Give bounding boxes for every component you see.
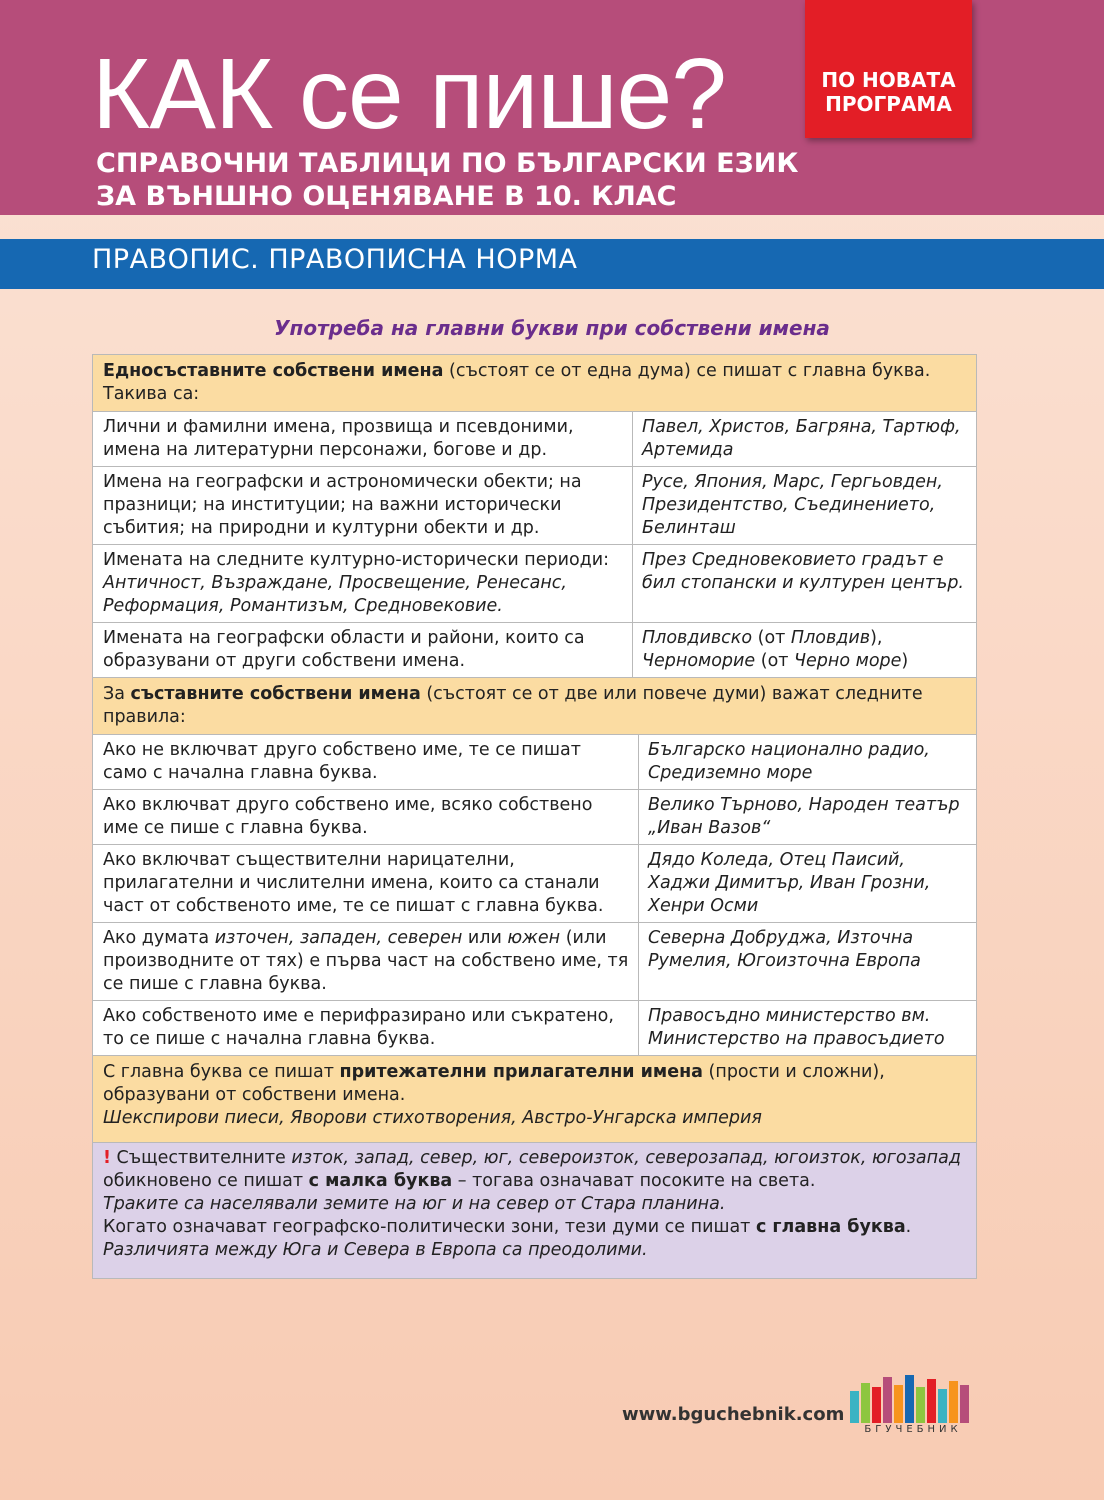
table-row	[92, 923, 977, 1001]
example-cell: Българско национално радио, Средиземно море	[648, 740, 930, 783]
rule-text: Ако думата	[103, 928, 215, 948]
example-text: Черно море	[794, 651, 902, 671]
rules-table	[92, 354, 977, 1279]
intro-text: За	[103, 684, 131, 704]
book-subtitle-line2: ЗА ВЪНШНО ОЦЕНЯВАНЕ В 10. КЛАС	[96, 181, 677, 212]
exclamation-icon: !	[103, 1148, 111, 1168]
example-cell: Русе, Япония, Марс, Гергьовден, Президентство, Съединението, Белинташ	[642, 472, 943, 538]
rule-bold: притежателни прилагателни имена	[339, 1062, 703, 1082]
intro-text: (състоят се от две или повече думи) важат следните правила:	[103, 684, 923, 727]
example-cell: Павел, Христов, Багряна, Тартюф, Артемида	[642, 417, 961, 460]
note-bold: с малка буква	[308, 1171, 453, 1191]
table-row	[92, 623, 977, 678]
rule-intro	[93, 678, 976, 734]
table-row	[92, 1001, 977, 1056]
example-text: Пловдивско	[642, 628, 753, 648]
section-title: ПРАВОПИС. ПРАВОПИСНА НОРМА	[92, 244, 578, 275]
example-text: Пловдив	[790, 628, 871, 648]
rule-text: или	[462, 928, 508, 948]
rule-text: (прости и сложни), образувани от собствени имена.	[103, 1062, 885, 1105]
rule-text-italic: Античност, Възраждане, Просвещение, Ренесанс, Реформация, Романтизъм, Средновековие.	[103, 573, 567, 616]
note-text-italic: изток, запад, север, юг, североизток, северозапад, югоизток, югозапад	[291, 1148, 961, 1168]
table-row	[92, 467, 977, 545]
table-row	[92, 412, 977, 467]
table-row	[92, 1056, 977, 1143]
example-text: Шекспирови пиеси, Яворови стихотворения, Австро-Унгарска империя	[103, 1108, 762, 1128]
book-title: КАК се пише?	[92, 38, 726, 150]
table-row	[92, 790, 977, 845]
rule-text: С главна буква се пишат	[103, 1062, 340, 1082]
example-text: ),	[870, 628, 883, 648]
note-box	[93, 1143, 976, 1278]
example-cell: През Средновековието градът е бил стопански и културен център.	[642, 550, 964, 593]
intro-text: (състоят се от една дума) се пишат с главна буква. Такива са:	[103, 361, 931, 404]
rule-cell: Ако включват съществителни нарицателни, прилагателни и числителни имена, които са станали част от собственото име, те се пишат с главна буква.	[93, 845, 639, 922]
table-row	[92, 1143, 977, 1279]
table-caption: Употреба на главни букви при собствени имена	[274, 316, 830, 340]
rule-text: (или производните от тях) е първа част на собствено име, тя се пише с главна буква.	[103, 928, 629, 994]
example-text: Черноморие	[642, 651, 756, 671]
example-cell: Дядо Коледа, Отец Паисий, Хаджи Димитър, Иван Грозни, Хенри Осми	[648, 850, 931, 916]
rule-cell	[93, 923, 639, 1000]
book-subtitle-line1: СПРАВОЧНИ ТАБЛИЦИ ПО БЪЛГАРСКИ ЕЗИК	[96, 148, 799, 179]
publisher-logo-text: БГУЧЕБНИК	[864, 1424, 962, 1435]
badge-line1: ПО НОВАТА	[821, 68, 956, 92]
rule-intro	[93, 355, 976, 411]
rule-cell	[93, 545, 633, 622]
table-row	[92, 545, 977, 623]
rule-cell: Имената на географски области и райони, които са образувани от други собствени имена.	[93, 623, 633, 677]
example-text: (от	[752, 628, 791, 648]
rule-text-italic: южен	[507, 928, 561, 948]
rule-text: Имената на следните културно-исторически периоди:	[103, 550, 610, 570]
intro-bold: съставните собствени имена	[130, 684, 421, 704]
example-cell	[633, 623, 976, 677]
note-text: – тогава означават посоките на света.	[452, 1171, 816, 1191]
rule-cell: Ако включват друго собствено име, всяко собствено име се пише с главна буква.	[93, 790, 639, 844]
intro-bold: Едносъставните собствени имена	[103, 361, 444, 381]
note-example: Различията между Юга и Севера в Европа са преодолими.	[103, 1240, 648, 1260]
note-text: Когато означават географско-политически зони, тези думи се пишат	[103, 1217, 756, 1237]
example-cell: Велико Търново, Народен театър „Иван Вазов“	[648, 795, 960, 838]
rule-cell: Имена на географски и астрономически обекти; на празници; на институции; на важни исторически събития; на природни и културни обекти и др.	[93, 467, 633, 544]
rule-cell: Ако не включват друго собствено име, те се пишат само с начална главна буква.	[93, 735, 639, 789]
rule-text-italic: източен, западен, северен	[214, 928, 463, 948]
note-text: .	[905, 1217, 912, 1237]
table-row	[92, 845, 977, 923]
badge-line2: ПРОГРАМА	[825, 92, 952, 116]
example-cell: Правосъдно министерство вм. Министерство на правосъдието	[648, 1006, 945, 1049]
rule-cell: Лични и фамилни имена, прозвища и псевдоними, имена на литературни персонажи, богове и др.	[93, 412, 633, 466]
example-text: (от	[755, 651, 795, 671]
note-text: обикновено се пишат	[103, 1171, 309, 1191]
table-row	[92, 678, 977, 735]
note-example: Траките са населявали земите на юг и на север от Стара планина.	[103, 1194, 726, 1214]
table-row	[92, 354, 977, 412]
table-row	[92, 735, 977, 790]
rule-cell: Ако собственото име е перифразирано или съкратено, то се пише с начална главна буква.	[93, 1001, 639, 1055]
example-text: )	[901, 651, 909, 671]
program-badge	[805, 0, 972, 138]
example-cell: Северна Добруджа, Източна Румелия, Югоизточна Европа	[648, 928, 921, 971]
possessive-rule	[93, 1056, 976, 1142]
website-url: www.bguchebnik.com	[622, 1404, 845, 1425]
note-text: Съществителните	[110, 1148, 292, 1168]
note-bold: с главна буква	[755, 1217, 906, 1237]
